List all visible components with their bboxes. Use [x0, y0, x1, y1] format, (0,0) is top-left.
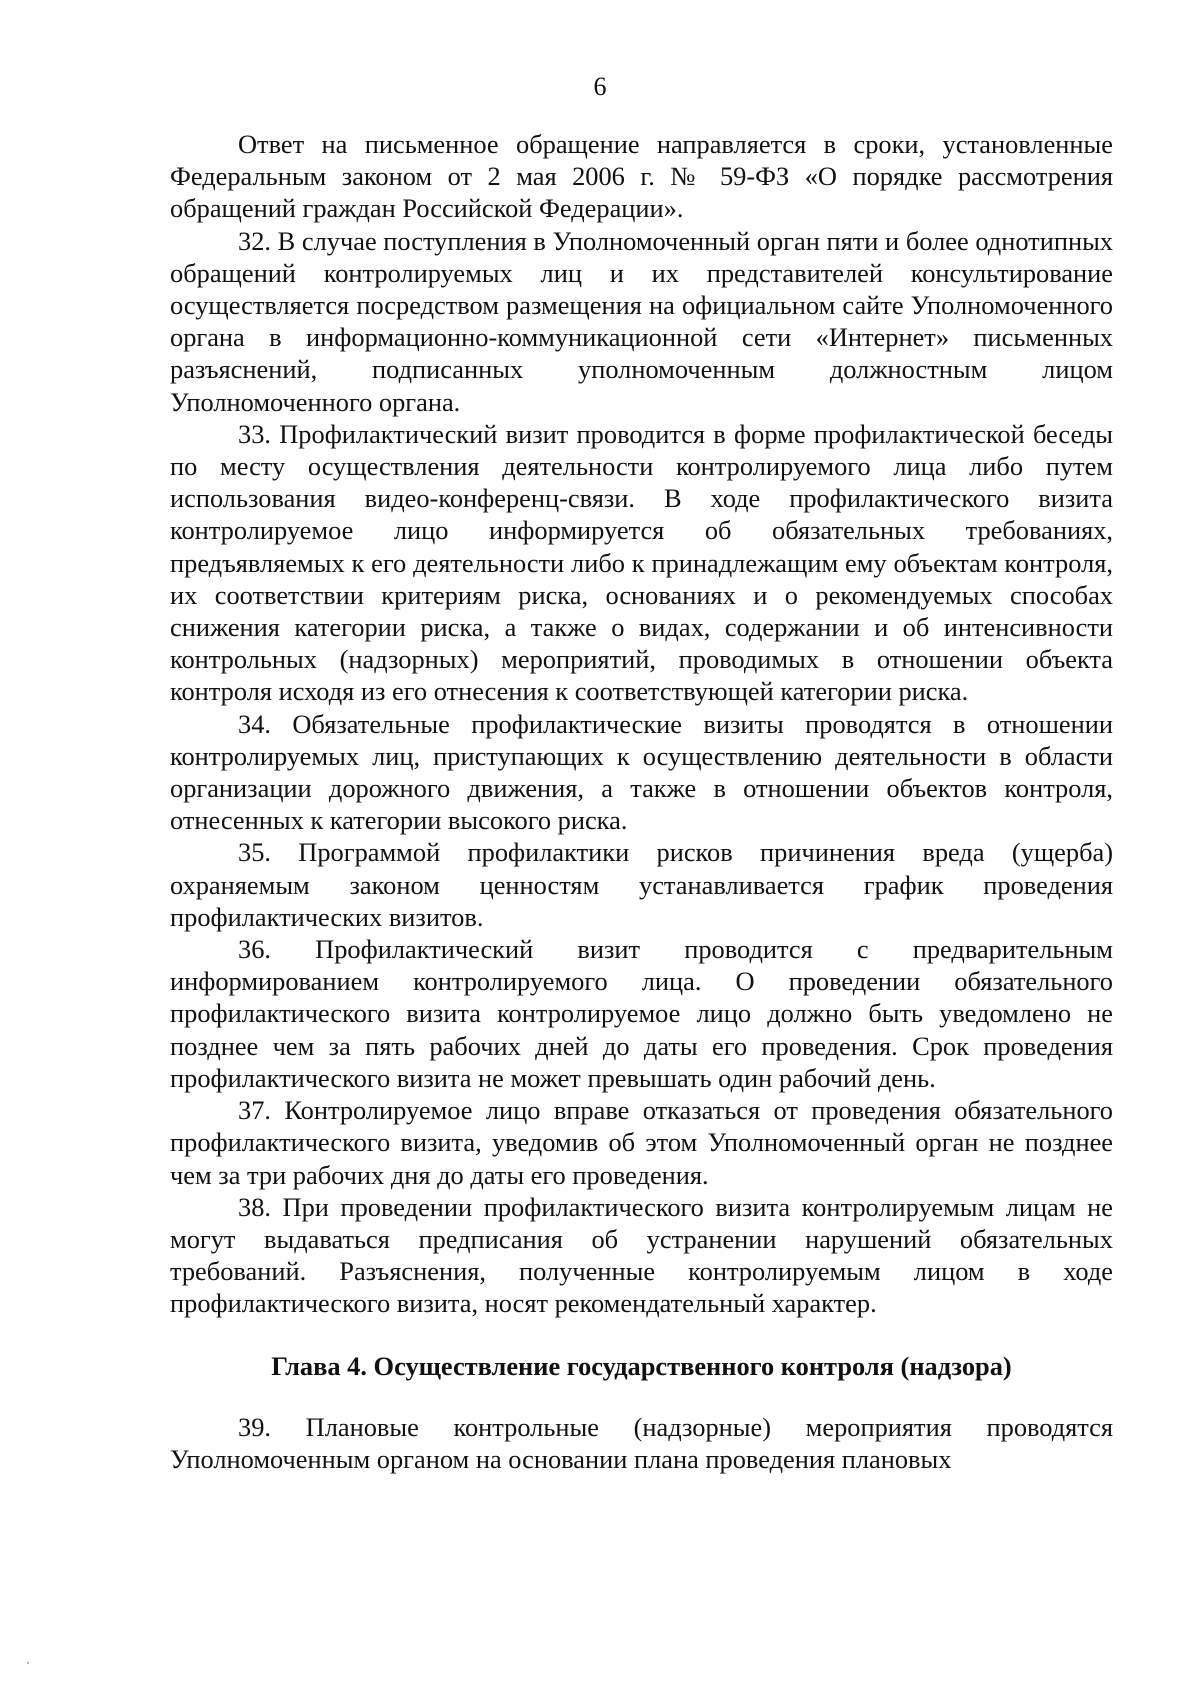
paragraph-36: 36. Профилактический визит проводится с предварительным информированием контролируемого лица. О проведении обязательного профилактического визита контролируемое лицо должно быть уведомлено не позднее чем за пять рабочих дней до даты его проведения. Срок проведения профилактического визита не может превышать один рабочий день.	[170, 934, 1113, 1093]
paragraph-answer-terms: Ответ на письменное обращение направляется в сроки, установленные Федеральным законом от 2 мая 2006 г. № 59-ФЗ «О порядке рассмотрения обращений граждан Российской Федерации».	[170, 129, 1113, 224]
paragraph-34: 34. Обязательные профилактические визиты проводятся в отношении контролируемых лиц, приступающих к осуществлению деятельности в области организации дорожного движения, а также в отношении объектов контроля, отнесенных к категории высокого риска.	[170, 708, 1113, 836]
chapter-heading: Глава 4. Осуществление государственного контроля (надзора)	[271, 1350, 1012, 1381]
paragraph-33: 33. Профилактический визит проводится в форме профилактической беседы по месту осуществления деятельности контролируемого лица либо путем использования видео-конференц-связи. В ходе профилактического визита контролируемое лицо информируется об обязательных требованиях, предъявляемых к его деятельности либо к принадлежащим ему объектам контроля, их соответствии критериям риска, основаниях и о рекомендуемых способах снижения категории риска, а также о видах, содержании и об интенсивности контрольных (надзорных) мероприятий, проводимых в отношении объекта контроля исходя из его отнесения к соответствующей категории риска.	[170, 418, 1113, 707]
page-number: 6	[593, 72, 607, 101]
scan-speck	[27, 1662, 29, 1664]
document-body	[170, 128, 1113, 1475]
paragraph-38: 38. При проведении профилактического визита контролируемым лицам не могут выдаваться предписания об устранении нарушений обязательных требований. Разъяснения, полученные контролируемым лицом в ходе профилактического визита, носят рекомендательный характер.	[170, 1191, 1113, 1319]
paragraph-37: 37. Контролируемое лицо вправе отказаться от проведения обязательного профилактического визита, уведомив об этом Уполномоченный орган не позднее чем за три рабочих дня до даты его проведения.	[170, 1095, 1113, 1190]
paragraph-32: 32. В случае поступления в Уполномоченный орган пяти и более однотипных обращений контролируемых лиц и их представителей консультирование осуществляется посредством размещения на официальном сайте Уполномоченного органа в информационно-коммуникационной сети «Интернет» письменных разъяснений, подписанных уполномоченным должностным лицом Уполномоченного органа.	[170, 225, 1113, 417]
paragraph-39: 39. Плановые контрольные (надзорные) мероприятия проводятся Уполномоченным органом на основании плана проведения плановых	[170, 1411, 1113, 1474]
paragraph-35: 35. Программой профилактики рисков причинения вреда (ущерба) охраняемым законом ценностям устанавливается график проведения профилактических визитов.	[170, 837, 1113, 932]
